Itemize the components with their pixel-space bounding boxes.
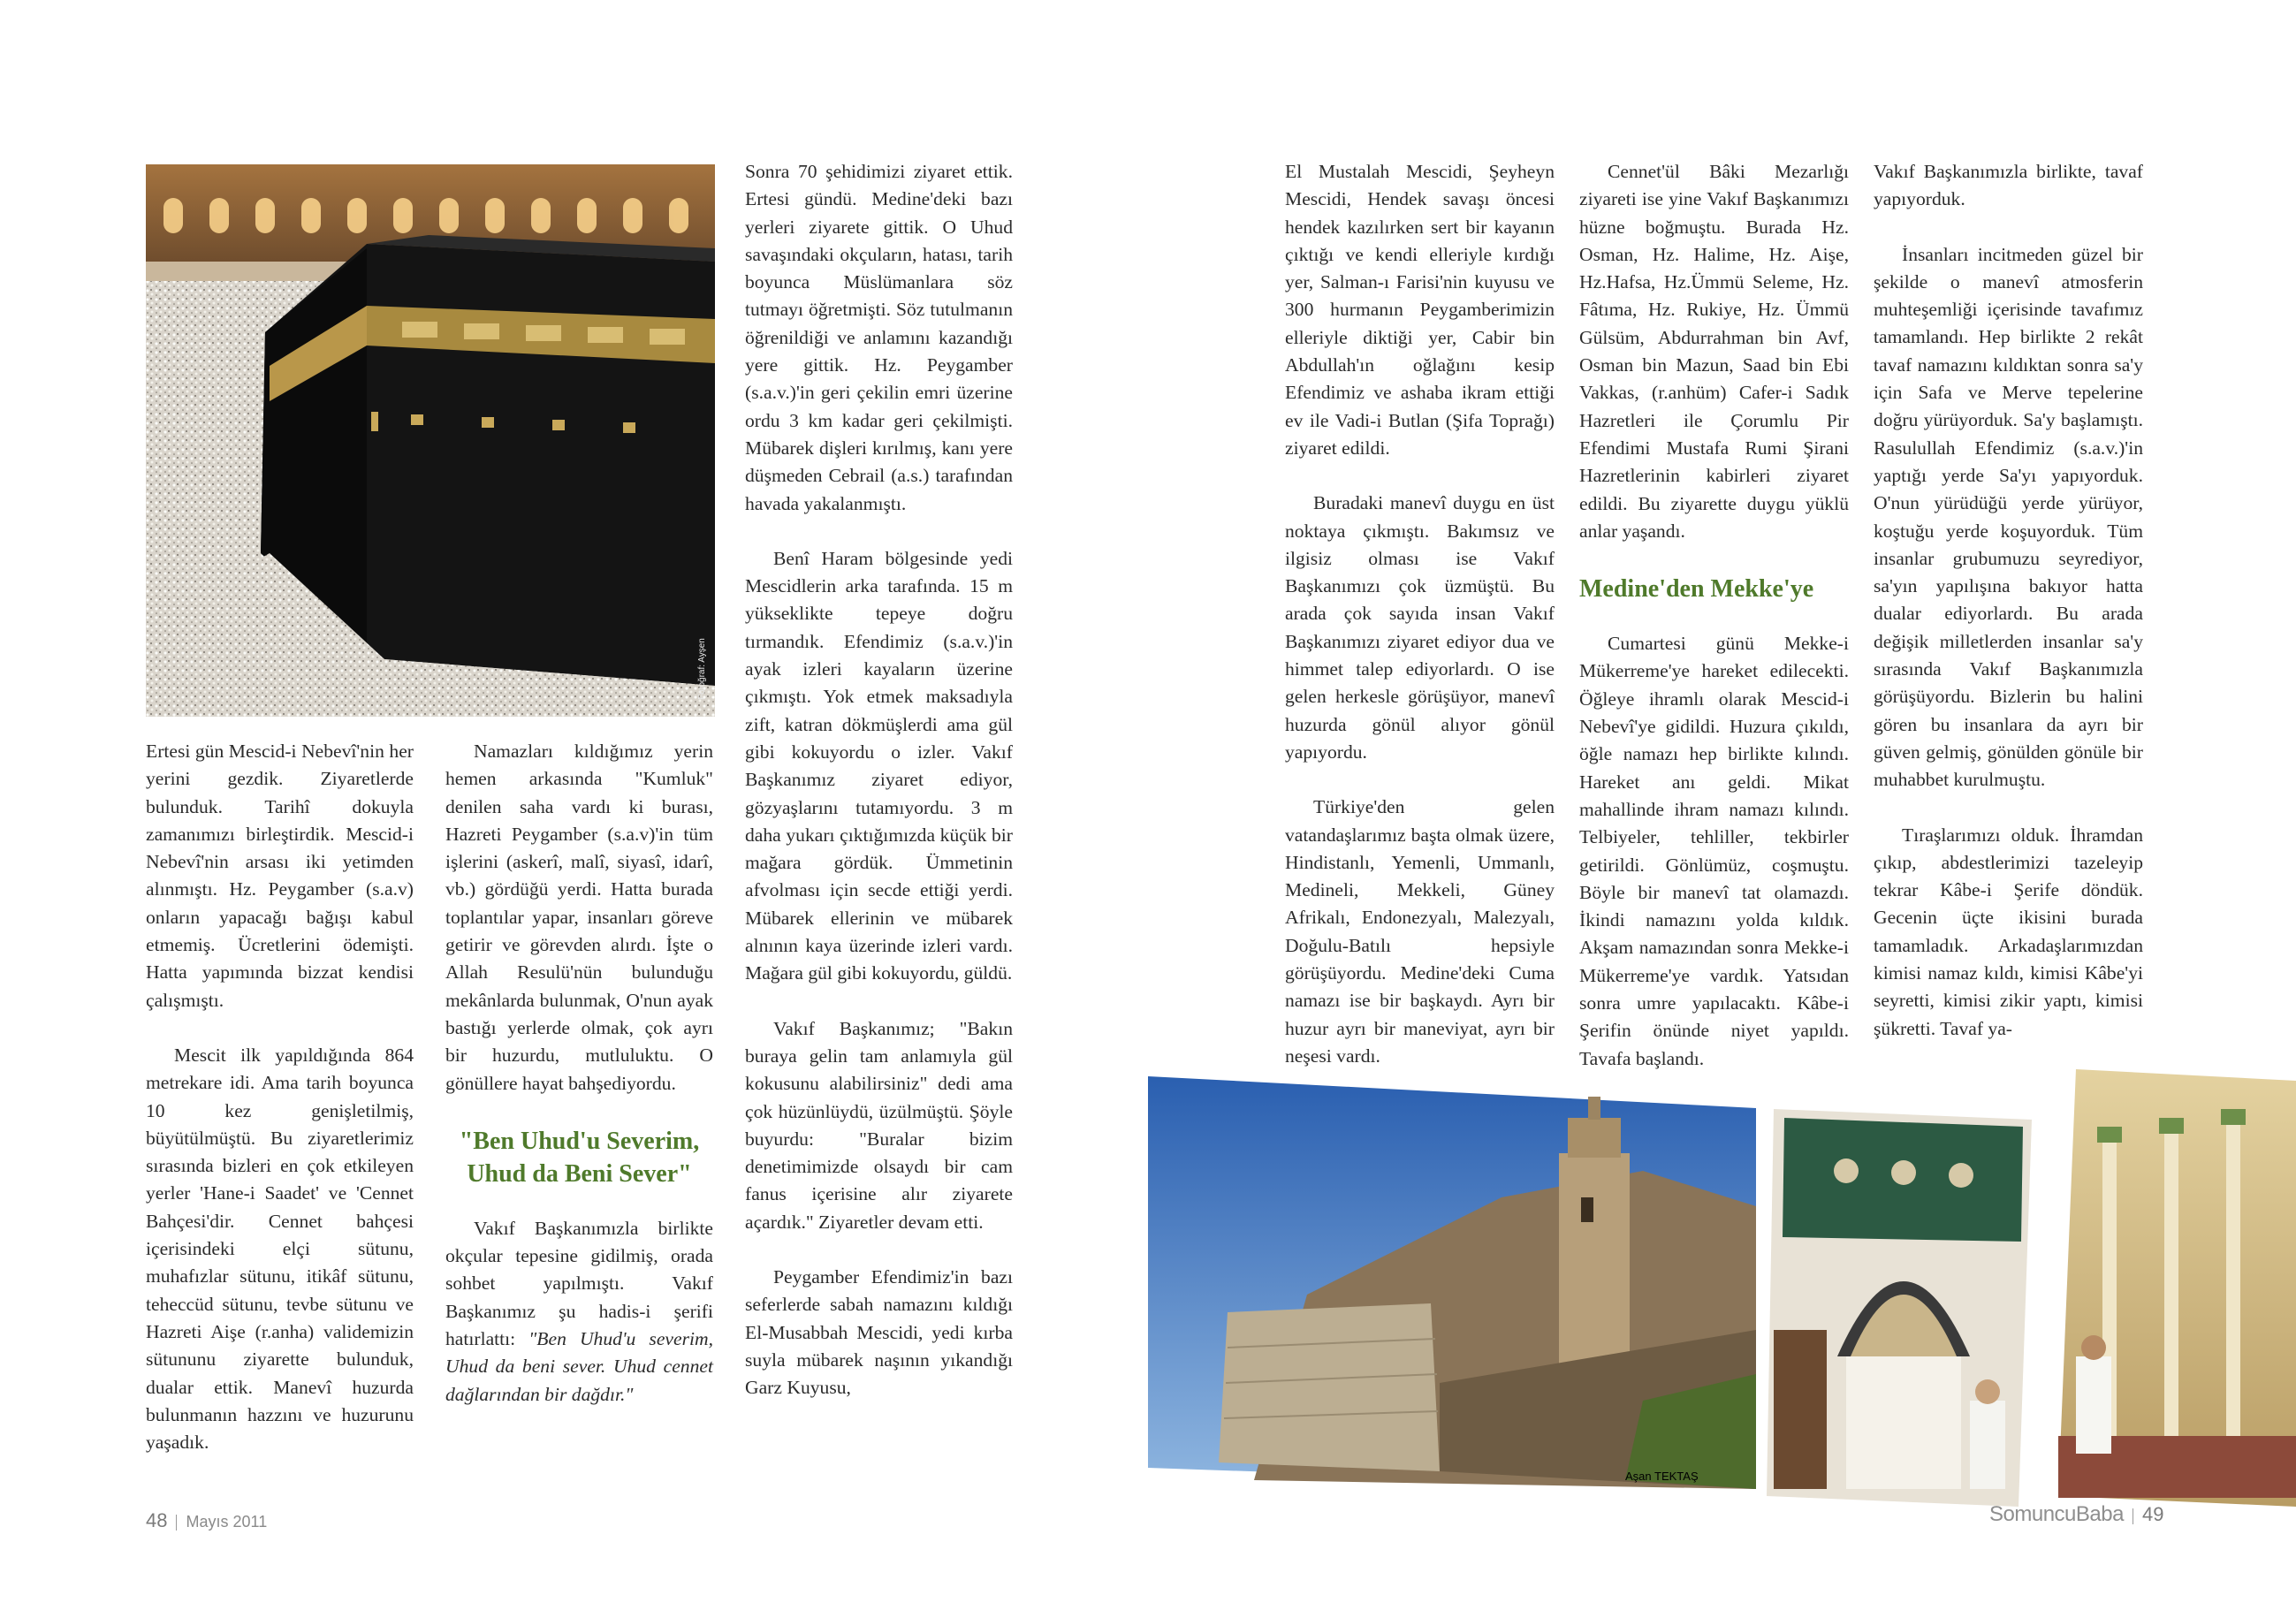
- right-column-2: [1579, 158, 1849, 1073]
- right-page: [1148, 0, 2296, 1618]
- paragraph: Benî Haram bölgesinde yedi Mescidlerin arka tarafında. 15 m yükseklikte tepeye doğru tırmandık. Efendimiz (s.a.v.)'in ayak izleri kayaların üzerine çıkmıştı. Yok etmek maksadıyla zift, katran dökmüşlerdi ama gül gibi kokuyordu o izler. Vakıf Başkanımız ziyaret ediyor, gözyaşlarını tutamıyordu. 3 m daha yukarı çıktığımızda küçük bir mağara gördük. Ümmetinin afvolması için secde ettiği yerdi. Mübarek ellerinin ve mübarek alnının kaya üzerinde izleri vardı. Mağara gül gibi kokuyordu, güldü.: [745, 547, 1013, 984]
- photo-strip: [1148, 1065, 2296, 1524]
- right-folio: [1989, 1502, 2163, 1527]
- photo-credit-right: Aşan TEKTAŞ: [1625, 1470, 1699, 1483]
- photo-strip-illustration: [1148, 1065, 2296, 1524]
- paragraph: Ertesi gün Mescid-i Nebevî'nin her yerini gezdik. Ziyaretlerde bulunduk. Tarihî dokuyla zamanımızı birleştirdik. Mescid-i Nebevî'nin arsası iki yetimden alınmıştı. Hz. Peygamber (s.a.v) onların yapacağı bağışı kabul etmemiş. Ücretlerini ödemişti. Hatta yapımında bizzat kendisi çalışmıştı.: [146, 741, 414, 1011]
- left-column-2: [445, 738, 713, 1409]
- kaaba-illustration: [146, 164, 715, 717]
- paragraph: Türkiye'den gelen vatandaşlarımız başta olmak üzere, Hindistanlı, Yemenli, Ummanlı, Medineli, Mekkeli, Güney Afrikalı, Endonezyalı, Malezyalı, Doğulu-Batılı hepsiyle görüşüyordu. Medine'deki Cuma namazı ise bir başkaydı. Ayrı bir huzur ayrı bir maneviyat, ayrı bir neşesi vardı.: [1285, 796, 1555, 1067]
- mosque-ruin-photo: [1148, 1076, 1756, 1489]
- mihrab-photo: [1767, 1109, 2032, 1507]
- photo-credit-left: Fotoğraf: Ayşen: [697, 638, 707, 700]
- magazine-logo: SomuncuBaba: [1989, 1502, 2124, 1526]
- paragraph: Sonra 70 şehidimizi ziyaret ettik. Ertesi gündü. Medine'deki bazı yerleri ziyarete gittik. O Uhud savaşındaki okçuların, hatası, tarih boyunca Müslümanlara söz tutmayı öğretmişti. Söz tutulmanın öğrenildiği ve anlamını kazandığı yere gittik. Hz. Peygamber (s.a.v.)'in geri çekilin emri üzerine ordu 3 km kadar geri çekilmişti. Mübarek dişleri kırılmış, kanı yere düşmeden Cebrail (a.s.) tarafından havada yakalanmıştı.: [745, 161, 1013, 514]
- left-column-1: [146, 738, 414, 1456]
- left-column-3: [745, 158, 1013, 1402]
- paragraph: Buradaki manevî duygu en üst noktaya çıkmıştı. Bakımsız ve ilgisiz olması ise Vakıf Başkanımızı çok üzmüştü. Bu arada çok sayıda insan Vakıf Başkanımızı ziyaret ediyor dua ve himmet talep ediyorlardı. O ise gelen herkesle görüşüyor, manevî huzurda gönül alıyor gönül yapıyordu.: [1285, 492, 1555, 763]
- paragraph-hadith: [445, 1215, 713, 1409]
- paragraph: Vakıf Başkanımız; "Bakın buraya gelin tam anlamıyla gül kokusunu alabilirsiniz" dedi ama çok hüzünlüydü, üzülmüştü. Şöyle buyurdu: "Buralar bizim denetimimizde olsaydı bir cam fanus içerisine alır ziyarete açardık." Ziyaretler devam etti.: [745, 1017, 1013, 1233]
- left-folio: [146, 1509, 267, 1532]
- folio-divider: [176, 1515, 177, 1531]
- paragraph: Cumartesi günü Mekke-i Mükerreme'ye hareket edilecekti. Öğleye ihramlı olarak Mescid-i Nebevî'ye gidildi. Huzura çıkıldı, öğle namazı hep birlikte kılındı. Hareket anı geldi. Mikat mahallinde ihram namazı kılındı. Telbiyeler, tehliller, tekbirler getirildi. Gönlümüz, coşmuştu. Böyle bir manevî tat olamazdı. İkindi namazını yolda kıldık. Akşam namazından sonra Mekke-i Mükerreme'ye vardık. Yatsıdan sonra umre yapılacaktı. Kâbe-i Şerifin önünde niyet yapıldı. Tavafa başlandı.: [1579, 633, 1849, 1069]
- kaaba-photo: [146, 164, 715, 717]
- hadith-intro: Vakıf Başkanımızla birlikte okçular tepesine gidilmiş, orada sohbet yapılmıştı. Vakıf Başkanımız şu hadis-i şerifi hatırlattı:: [445, 1217, 713, 1350]
- paragraph: Tıraşlarımızı olduk. İhramdan çıkıp, abdestlerimizi tazeleyip tekrar Kâbe-i Şerife döndük. Gecenin üçte ikisini burada tamamladık. Arkadaşlarımızdan kimisi namaz kıldı, kimisi Kâbe'yi seyretti, kimisi zikir yaptı, kimisi şükretti. Tavaf ya-: [1874, 824, 2143, 1039]
- paragraph: Namazları kıldığımız yerin hemen arkasında "Kumluk" denilen saha vardı ki burası, Hazreti Peygamber (s.a.v)'in tüm işlerini (askerî, malî, siyasî, idarî, vb.) gördüğü yerdi. Hatta burada toplantılar yapar, insanları göreve getirir ve görevden alırdı. İşte o Allah Resulü'nün bulunduğu mekânlarda bulunmak, O'nun ayak bastığı yerlerde olmak, çok ayrı bir huzurdu, mutluluktu. O gönüllere hayat bahşediyordu.: [445, 741, 713, 1094]
- right-column-3: [1874, 158, 2143, 1043]
- issue-date: Mayıs 2011: [186, 1513, 268, 1531]
- hadith-quote: "Ben Uhud'u severim, Uhud da beni sever. Uhud cennet dağlarından bir dağdır.": [445, 1328, 713, 1405]
- paragraph: Vakıf Başkanımızla birlikte, tavaf yapıyorduk.: [1874, 161, 2143, 210]
- paragraph: İnsanları incitmeden güzel bir şekilde o manevî atmosferin muhteşemliği içerisinde tavafımız tamamlandı. Hep birlikte 2 rekât tavaf namazını kıldıktan sonra sa'y için Safa ve Merve tepelerine doğru yürüyorduk. Sa'y başlamıştı. Rasulullah Efendimiz (s.a.v.)'in yaptığı yerde Sa'yı yapıyorduk. O'nun yürüdüğü yerde yürüyor, koştuğu yerde koşuyorduk. Tüm insanlar grubumuzu seyrediyor, sa'yın yapılışına bakıyor hatta dualar ediyorlardı. Bu arada değişik milletlerden insanlar sa'y sırasında Vakıf Başkanımızla görüşüyordu. Bizlerin bu halini gören bu insanlara da ayrı bir güven gelmiş, gönülden gönüle bir muhabbet kurulmuştu.: [1874, 243, 2143, 791]
- paragraph: Cennet'ül Bâki Mezarlığı ziyareti ise yine Vakıf Başkanımızı hüzne boğmuştu. Burada Hz. Osman, Hz. Halime, Hz. Aişe, Hz.Hafsa, Hz.Ümmü Seleme, Hz. Fâtıma, Hz. Rukiye, Hz. Ümmü Gülsüm, Abdurrahman bin Avf, Osman bin Mazun, Saad bin Ebi Vakkas, (r.anhüm) Cafer-i Sadık Hazretleri ile Çorumlu Pir Efendimi Mustafa Rumi Şirani Hazretlerinin kabirleri ziyaret edildi. Bu ziyarette duygu yüklü anlar yaşandı.: [1579, 161, 1849, 542]
- section-heading-uhud: "Ben Uhud'u Severim, Uhud da Beni Sever": [459, 1127, 700, 1188]
- paragraph: Mescit ilk yapıldığında 864 metrekare idi. Ama tarih boyunca 10 kez genişletilmiş, büyütülmüştü. Bu ziyaretlerimiz sırasında bizleri en çok etkileyen yerler 'Hane-i Saadet' ve 'Cennet Bahçesi'dir. Cennet bahçesi içerisindeki elçi sütunu, muhafızlar sütunu, itikâf sütunu, teheccüd sütunu, tevbe sütunu ve Hazreti Aişe (r.anha) validemizin sütununu ziyarette bulunduk, dualar ettik. Manevî huzurda bulunmanın hazzını ve huzurunu yaşadık.: [146, 1044, 414, 1454]
- page-number: 49: [2141, 1503, 2164, 1525]
- page-number: 48: [146, 1509, 168, 1531]
- right-column-1: [1285, 158, 1555, 1070]
- section-heading-medine-mekke: Medine'den Mekke'ye: [1579, 575, 1814, 604]
- paragraph: El Mustalah Mescidi, Şeyheyn Mescidi, Hendek savaşı öncesi hendek kazılırken sert bir kayanın çıktığı ve kendi elleriyle kırdığı yer, Salman-ı Farisi'nin kuyusu ve 300 hurmanın Peygamberimizin elleriyle diktiği yer, Cabir bin Abdullah'ın oğlağını kesip Efendimiz ve ashaba ikram ettiği ev ile Vadi-i Butlan (Şifa Toprağı) ziyaret edildi.: [1285, 161, 1555, 459]
- mosque-hall-photo: [2058, 1069, 2296, 1507]
- paragraph: Peygamber Efendimiz'in bazı seferlerde sabah namazını kıldığı El-Musabbah Mescidi, yedi kırba suyla mübarek naşının yıkandığı Garz Kuyusu,: [745, 1265, 1013, 1399]
